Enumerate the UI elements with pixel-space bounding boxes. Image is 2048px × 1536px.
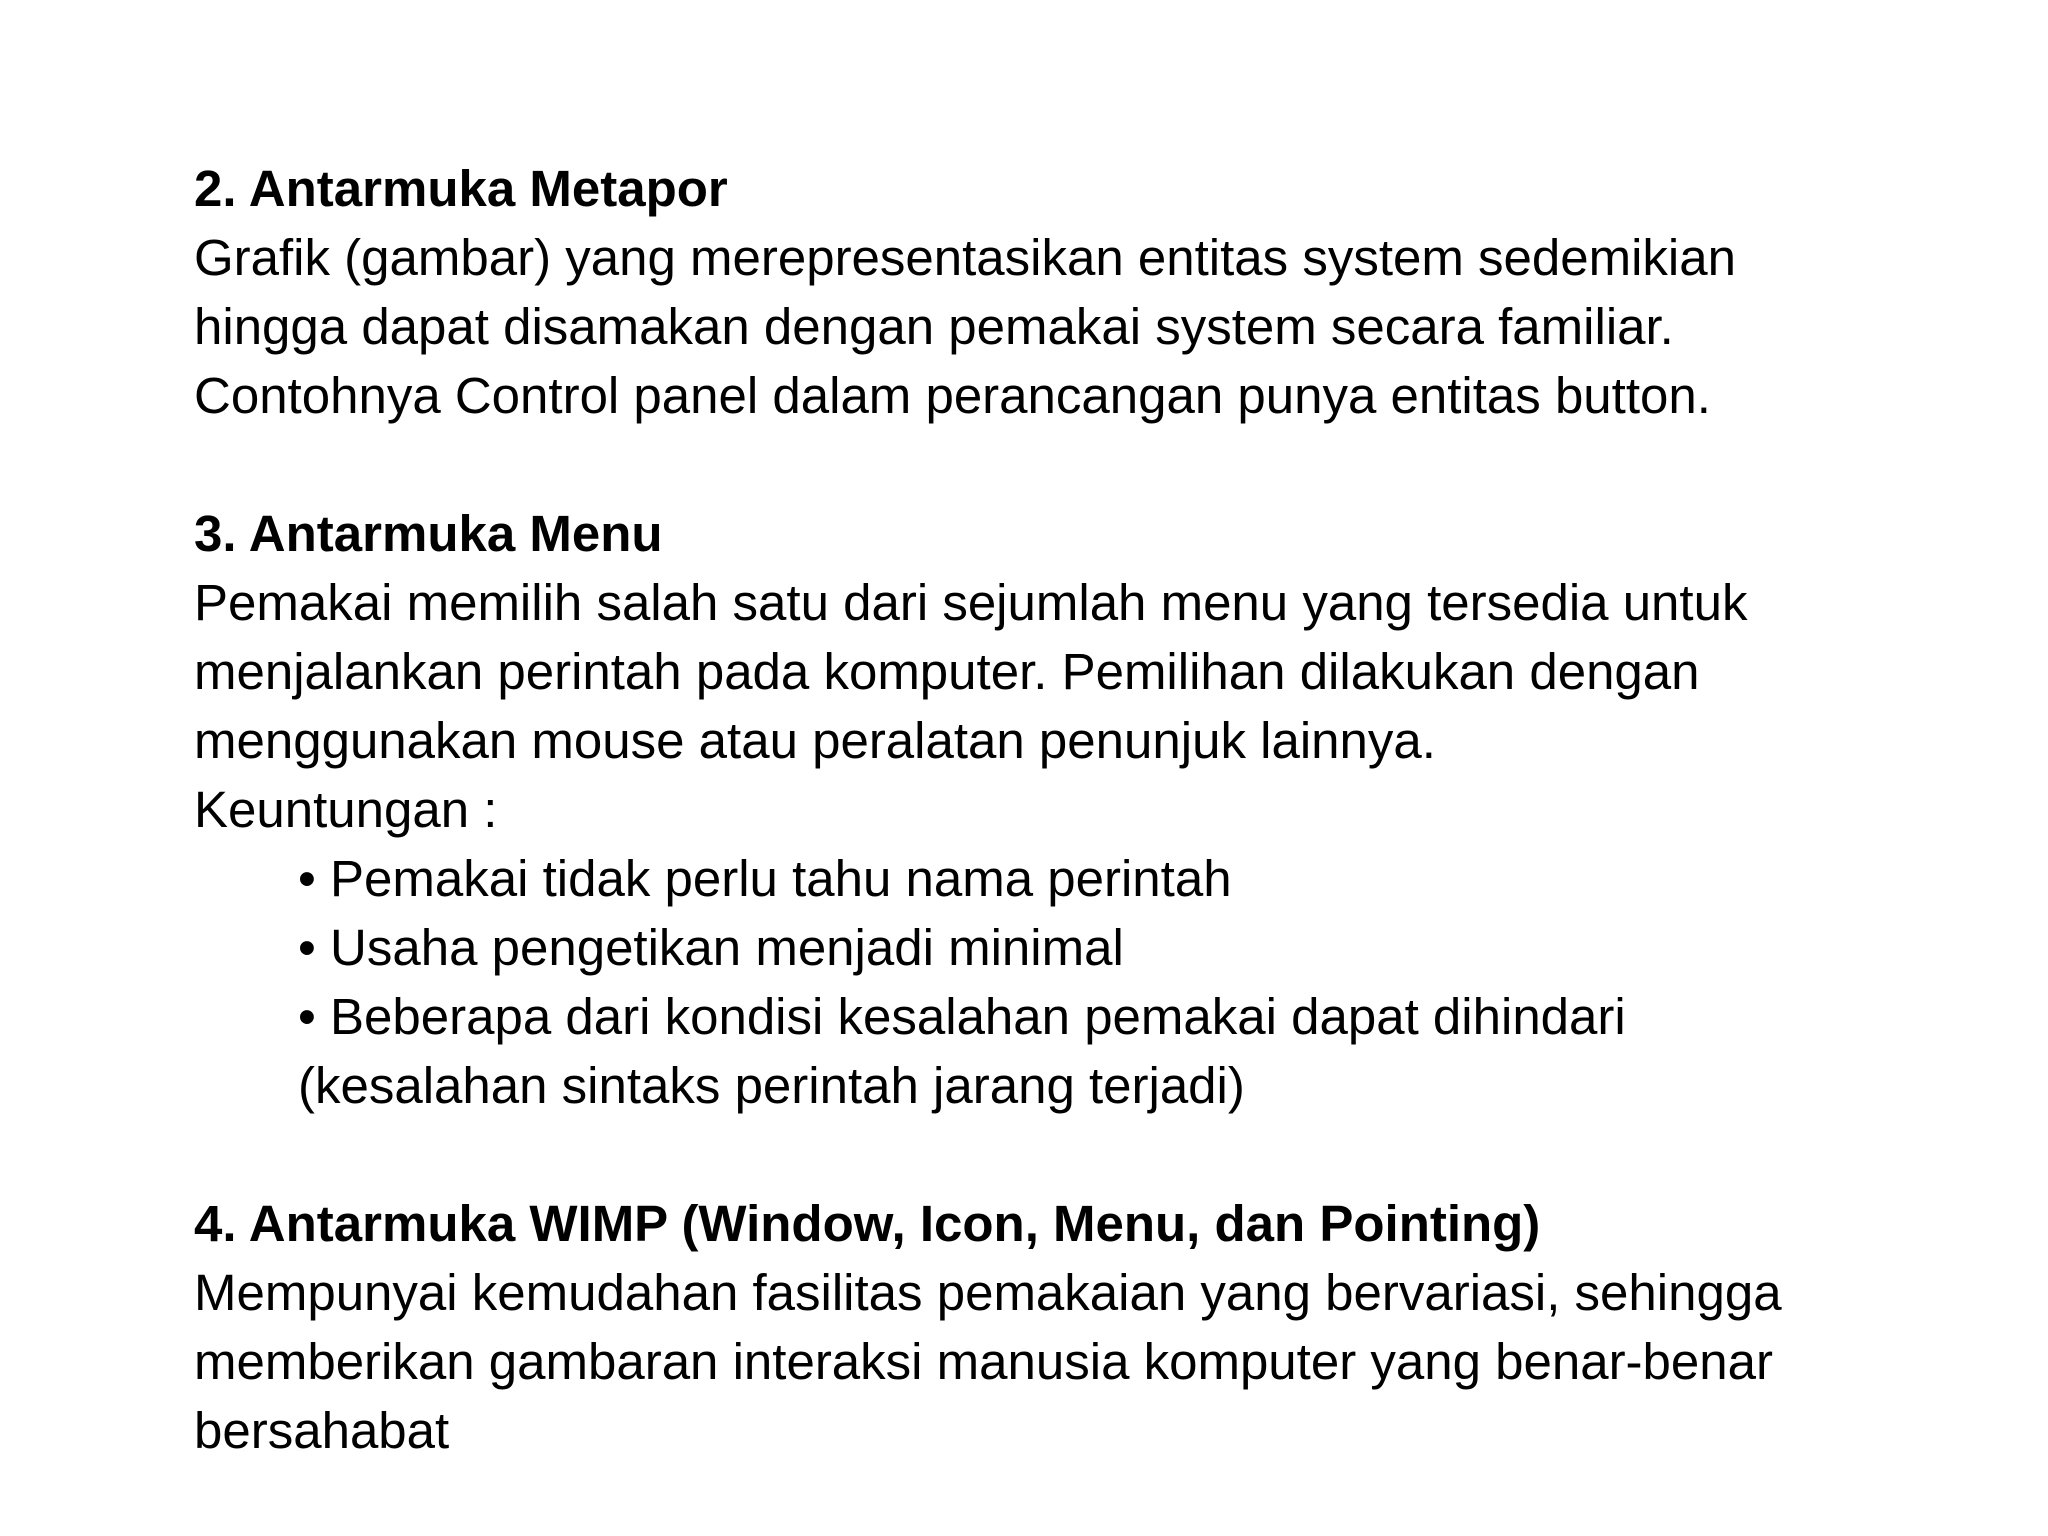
section-heading-metapor: 2. Antarmuka Metapor <box>194 160 728 217</box>
section-text-line: memberikan gambaran interaksi manusia komputer yang benar-benar <box>194 1333 1773 1390</box>
section-text-line: Pemakai memilih salah satu dari sejumlah menu yang tersedia untuk <box>194 574 1748 631</box>
slide-body <box>194 154 1994 1465</box>
bullet-item: • Beberapa dari kondisi kesalahan pemakai dapat dihindari <box>298 988 1626 1045</box>
paragraph-gap <box>194 1120 1994 1189</box>
section-text-line: bersahabat <box>194 1402 450 1459</box>
bullet-item: • Pemakai tidak perlu tahu nama perintah <box>298 850 1232 907</box>
section-text-line: menggunakan mouse atau peralatan penunjuk lainnya. <box>194 712 1436 769</box>
section-text-line: Mempunyai kemudahan fasilitas pemakaian yang bervariasi, sehingga <box>194 1264 1782 1321</box>
advantages-label: Keuntungan : <box>194 781 498 838</box>
bullet-item-continuation: (kesalahan sintaks perintah jarang terjadi) <box>298 1057 1245 1114</box>
paragraph-gap <box>194 430 1994 499</box>
section-heading-wimp: 4. Antarmuka WIMP (Window, Icon, Menu, dan Pointing) <box>194 1195 1541 1252</box>
bullet-item: • Usaha pengetikan menjadi minimal <box>298 919 1124 976</box>
section-text-line: hingga dapat disamakan dengan pemakai system secara familiar. <box>194 298 1674 355</box>
section-text-line: Grafik (gambar) yang merepresentasikan entitas system sedemikian <box>194 229 1736 286</box>
section-text-line: menjalankan perintah pada komputer. Pemilihan dilakukan dengan <box>194 643 1700 700</box>
section-heading-menu: 3. Antarmuka Menu <box>194 505 663 562</box>
section-text-line: Contohnya Control panel dalam perancangan punya entitas button. <box>194 367 1711 424</box>
